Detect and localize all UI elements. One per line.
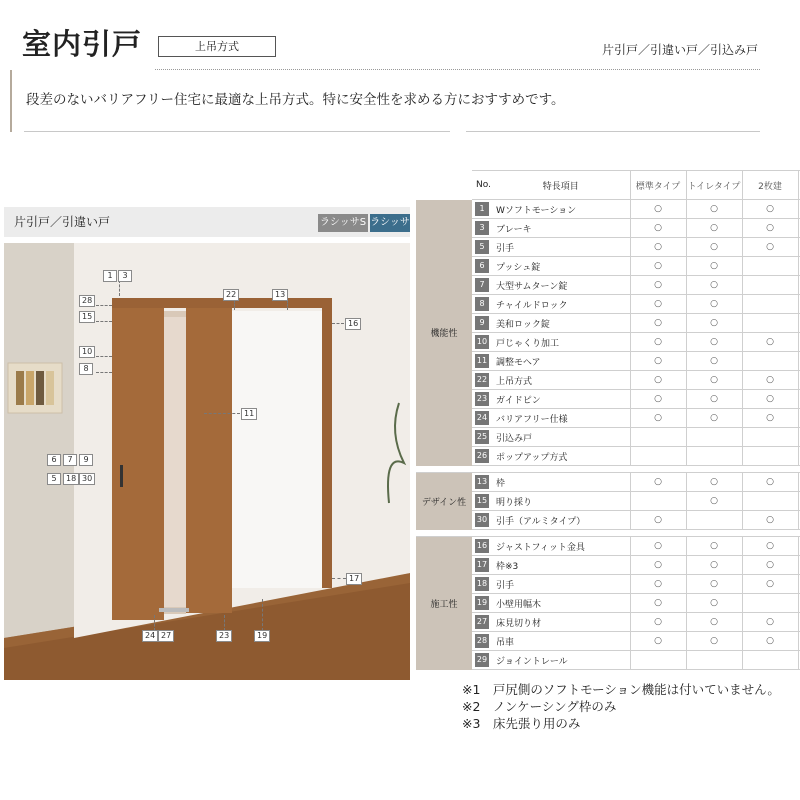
availability-mark [686,428,742,447]
table-row [416,276,800,295]
table-row [416,409,800,428]
mounting-badge: 上吊方式 [158,36,276,57]
door-types: 片引戸／引違い戸／引込み戸 [601,43,758,57]
availability-mark: ○ [630,613,686,632]
availability-mark [686,511,742,530]
table-row [416,473,800,492]
category-label: デザイン性 [416,473,472,530]
availability-mark: ○ [686,575,742,594]
feature-number: 8 [475,297,489,311]
feature-number: 3 [475,221,489,235]
callout-10: 10 [79,346,95,358]
availability-mark: ○ [686,390,742,409]
availability-mark: ○ [686,537,742,556]
divider [466,131,760,132]
photo-caption: 片引戸／引違い戸 [14,215,111,229]
availability-mark: ○ [686,556,742,575]
availability-mark [742,594,798,613]
feature-name: 上吊方式 [492,371,630,390]
callout-leader [96,372,112,373]
availability-mark: ○ [686,333,742,352]
feature-name: 小壁用幅木 [492,594,630,613]
callout-22: 22 [223,289,239,301]
feature-number: 1 [475,202,489,216]
feature-number: 6 [475,259,489,273]
feature-number: 16 [475,539,489,553]
callout-15: 15 [79,311,95,323]
availability-mark: ○ [742,613,798,632]
availability-mark: ○ [742,473,798,492]
callout-8: 8 [79,363,93,375]
callout-19: 19 [254,630,270,642]
callout-leader [119,280,120,296]
table-row [416,556,800,575]
feature-name: 吊車 [492,632,630,651]
availability-mark: ○ [630,556,686,575]
availability-mark: ○ [630,200,686,219]
callout-23: 23 [216,630,232,642]
feature-number: 29 [475,653,489,667]
callout-leader [332,578,346,579]
availability-mark: ○ [742,409,798,428]
note-1: ※1 戸尻側のソフトモーション機能は付いていません。 [462,682,780,697]
feature-name: ジャストフィット金具 [492,537,630,556]
callout-leader [332,323,344,324]
feature-name: 引手 [492,238,630,257]
availability-mark: ○ [630,594,686,613]
table-row [416,219,800,238]
availability-mark: ○ [686,257,742,276]
feature-name: ガイドピン [492,390,630,409]
availability-mark [742,651,798,670]
feature-number: 22 [475,373,489,387]
feature-number: 9 [475,316,489,330]
table-row [416,238,800,257]
availability-mark: ○ [630,314,686,333]
col-two-panel: 2枚建 [742,171,798,200]
feature-name: バリアフリー仕様 [492,409,630,428]
availability-mark [742,257,798,276]
description: 段差のないバリアフリー住宅に最適な上吊方式。特に安全性を求める方におすすめです。 [26,92,565,108]
table-row [416,333,800,352]
availability-mark: ○ [742,371,798,390]
accent-bar [10,70,12,132]
availability-mark: ○ [630,390,686,409]
footnotes [462,681,780,732]
callout-1: 1 [103,270,117,282]
feature-number: 18 [475,577,489,591]
availability-mark: ○ [742,238,798,257]
feature-number: 13 [475,475,489,489]
availability-mark: ○ [686,276,742,295]
availability-mark: ○ [630,295,686,314]
note-2: ※2 ノンケーシング枠のみ [462,699,617,714]
table-header [416,171,800,200]
table-row [416,511,800,530]
callout-24: 24 [142,630,158,642]
note-3: ※3 床先張り用のみ [462,716,581,731]
col-toilet: トイレタイプ [686,171,742,200]
divider [24,131,450,132]
availability-mark [742,352,798,371]
table-row [416,295,800,314]
availability-mark: ○ [630,238,686,257]
category-label: 施工性 [416,537,472,670]
availability-mark [742,295,798,314]
group-spacer [416,466,800,473]
feature-table [416,170,800,670]
feature-name: 調整モヘア [492,352,630,371]
availability-mark: ○ [630,352,686,371]
table-row [416,632,800,651]
availability-mark: ○ [686,352,742,371]
callout-18: 18 [63,473,79,485]
feature-number: 10 [475,335,489,349]
table-row [416,390,800,409]
callout-16: 16 [345,318,361,330]
callout-30: 30 [79,473,95,485]
availability-mark: ○ [742,200,798,219]
feature-name: ポップアップ方式 [492,447,630,466]
table-row [416,200,800,219]
feature-name: 戸じゃくり加工 [492,333,630,352]
callout-11: 11 [241,408,257,420]
feature-number: 26 [475,449,489,463]
availability-mark [742,492,798,511]
feature-name: 引手 [492,575,630,594]
callout-6: 6 [47,454,61,466]
availability-mark [742,447,798,466]
callout-5: 5 [47,473,61,485]
feature-number: 24 [475,411,489,425]
feature-name: 美和ロック錠 [492,314,630,333]
availability-mark: ○ [742,575,798,594]
availability-mark: ○ [630,537,686,556]
availability-mark: ○ [686,632,742,651]
availability-mark: ○ [742,219,798,238]
table-row [416,575,800,594]
table-row [416,594,800,613]
feature-number: 19 [475,596,489,610]
availability-mark: ○ [630,511,686,530]
availability-mark [630,447,686,466]
table-row [416,314,800,333]
table-row [416,613,800,632]
feature-name: 引込み戸 [492,428,630,447]
availability-mark: ○ [630,219,686,238]
availability-mark [686,447,742,466]
feature-name: チャイルドロック [492,295,630,314]
availability-mark [742,314,798,333]
callout-leader [96,305,112,306]
callout-17: 17 [346,573,362,585]
availability-mark [630,492,686,511]
availability-mark [630,651,686,670]
col-no: No. [472,171,492,200]
callout-leader [224,615,225,631]
feature-number: 23 [475,392,489,406]
feature-name: 大型サムターン錠 [492,276,630,295]
group-spacer [416,530,800,537]
callout-leader [96,356,112,357]
callout-leader [287,300,288,310]
table-row [416,371,800,390]
availability-mark: ○ [630,257,686,276]
availability-mark: ○ [686,200,742,219]
availability-mark: ○ [742,537,798,556]
col-standard: 標準タイプ [630,171,686,200]
availability-mark: ○ [686,594,742,613]
availability-mark [630,428,686,447]
feature-name: 引手（アルミタイプ） [492,511,630,530]
feature-name: プッシュ錠 [492,257,630,276]
availability-mark: ○ [686,314,742,333]
availability-mark: ○ [686,613,742,632]
availability-mark: ○ [686,238,742,257]
callout-13: 13 [272,289,288,301]
availability-mark: ○ [686,409,742,428]
availability-mark: ○ [630,276,686,295]
availability-mark: ○ [630,575,686,594]
availability-mark: ○ [742,632,798,651]
availability-mark: ○ [686,295,742,314]
table-row [416,492,800,511]
feature-number: 25 [475,430,489,444]
feature-name: 床見切り材 [492,613,630,632]
feature-name: 明り採り [492,492,630,511]
callout-9: 9 [79,454,93,466]
feature-name: 枠 [492,473,630,492]
availability-mark: ○ [630,409,686,428]
page-title: 室内引戸 [22,27,143,61]
table-row [416,257,800,276]
availability-mark: ○ [742,511,798,530]
callout-leader [262,599,263,631]
availability-mark: ○ [686,492,742,511]
callout-leader [96,321,112,322]
feature-name: 枠※3 [492,556,630,575]
feature-number: 28 [475,634,489,648]
feature-number: 15 [475,494,489,508]
table-row [416,447,800,466]
category-label: 機能性 [416,200,472,466]
availability-mark [742,276,798,295]
availability-mark: ○ [686,473,742,492]
availability-mark: ○ [742,390,798,409]
callout-28: 28 [79,295,95,307]
feature-number: 27 [475,615,489,629]
header-divider [155,69,760,70]
callout-7: 7 [63,454,77,466]
table-row [416,651,800,670]
feature-number: 30 [475,513,489,527]
tag-lasissa: ラシッサ [370,214,410,232]
availability-mark: ○ [742,556,798,575]
feature-name: ジョイントレール [492,651,630,670]
tag-lasissa-s: ラシッサS [318,214,368,232]
availability-mark: ○ [686,219,742,238]
availability-mark [742,428,798,447]
availability-mark: ○ [630,333,686,352]
table-row [416,352,800,371]
callout-3: 3 [118,270,132,282]
availability-mark: ○ [630,371,686,390]
callout-27: 27 [158,630,174,642]
col-feature: 特長項目 [492,171,630,200]
callout-leader [154,615,155,631]
table-row [416,428,800,447]
feature-number: 7 [475,278,489,292]
availability-mark: ○ [630,473,686,492]
door-photo [4,243,410,680]
availability-mark: ○ [742,333,798,352]
feature-number: 5 [475,240,489,254]
availability-mark: ○ [686,371,742,390]
feature-number: 11 [475,354,489,368]
availability-mark: ○ [630,632,686,651]
callout-leader [204,413,240,414]
table-row [416,537,800,556]
feature-number: 17 [475,558,489,572]
feature-name: ブレーキ [492,219,630,238]
availability-mark [686,651,742,670]
feature-name: Wソフトモーション [492,200,630,219]
callout-leader [234,300,235,310]
